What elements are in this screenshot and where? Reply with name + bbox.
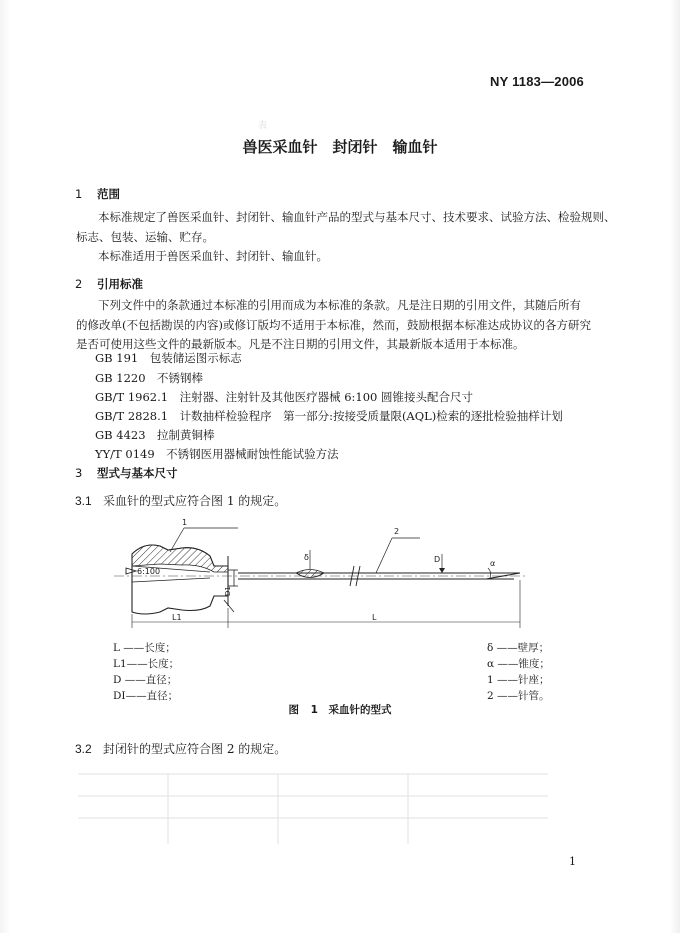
section-1-heading: 1 范围: [75, 187, 120, 201]
figure-1-needle-drawing: [110, 516, 540, 631]
wall-thickness-label: δ: [304, 553, 309, 562]
reference-item: GB 4423 拉制黄铜棒: [95, 428, 215, 442]
section-2-paragraph: 下列文件中的条款通过本标准的引用而成为本标准的条款。凡是注日期的引用文件，其随后所有 的修改单(不包括勘误的内容)或修订版均不适用于本标准，然而，鼓励根据本标准达成协议的各方研究 是否可使用这些文件的最新版本。凡是不注日期的引用文件，其最新版本适用于本标准。: [76, 298, 591, 351]
reference-item: GB 1220 不锈钢棒: [95, 371, 204, 385]
standard-code: NY 1183—2006: [490, 74, 584, 89]
bleed-through-text: [290, 272, 326, 285]
taper-ratio-label: 6:100: [137, 567, 161, 576]
section-1-paragraph-2: 本标准适用于兽医采血针、封闭针、输血针。: [98, 249, 328, 263]
section-2-heading: 2 引用标准: [75, 277, 143, 291]
section-3-heading: 3 型式与基本尺寸: [75, 466, 178, 480]
figure-1-legend-left: L ——长度； L1——长度； D ——直径； DI——直径；: [113, 642, 180, 702]
document-title: 兽医采血针 封闭针 输血针: [242, 138, 438, 156]
bleed-through-table: [78, 766, 578, 846]
subsection-3-1: 3.1 采血针的型式应符合图 1 的规定。: [75, 494, 287, 508]
length-label-L1: L1: [172, 613, 182, 622]
diameter-label-D1: D1: [224, 586, 232, 596]
section-1-paragraph-1: 本标准规定了兽医采血针、封闭针、输血针产品的型式与基本尺寸、技术要求、试验方法、检验规则、 标志、包装、运输、贮存。: [76, 210, 616, 244]
figure-1-legend-right: δ ——壁厚； α ——锥度； 1 ——针座； 2 ——针管。: [487, 642, 550, 702]
subsection-3-2: 3.2 封闭针的型式应符合图 2 的规定。: [75, 742, 287, 756]
reference-item: GB/T 1962.1 注射器、注射针及其他医疗器械 6:100 圆锥接头配合尺寸: [95, 390, 474, 404]
reference-item: GB 191 包装储运图示标志: [95, 351, 242, 365]
diameter-label-D: D: [434, 555, 441, 564]
reference-item: YY/T 0149 不锈钢医用器械耐蚀性能试验方法: [95, 447, 339, 461]
bleed-through-text: 表: [258, 121, 430, 131]
part-2-label: 2: [394, 527, 400, 536]
part-1-label: 1: [182, 518, 188, 527]
taper-angle-label: α: [490, 559, 496, 568]
figure-1-caption: 图 1 采血针的型式: [288, 704, 392, 716]
page-number: 1: [569, 855, 576, 868]
length-label-L: L: [372, 613, 377, 622]
reference-item: GB/T 2828.1 计数抽样检验程序 第一部分:按接受质量限(AQL)检索的逐批检验抽样计划: [95, 409, 563, 423]
